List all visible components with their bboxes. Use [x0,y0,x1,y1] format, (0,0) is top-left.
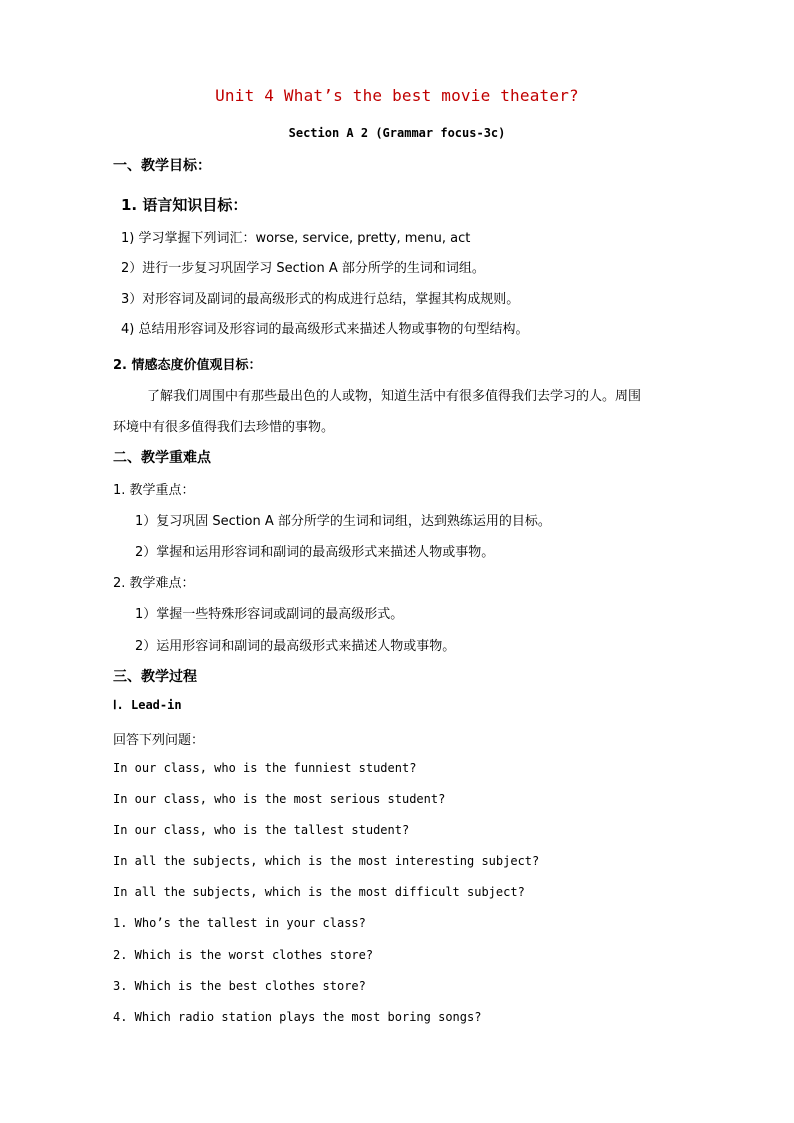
subheading-key-points: 1. 教学重点： [113,483,195,498]
question-line: 2. Which is the worst clothes store? [113,948,374,962]
subheading-difficulties: 2. 教学难点： [113,576,195,591]
question-line: In our class, who is the most serious student? [113,792,446,806]
question-line: In all the subjects, which is the most interesting subject? [113,854,540,868]
emotional-goal-paragraph-line2: 环境中有很多值得我们去珍惜的事物。 [113,420,335,435]
objective-item-4: 4) 总结用形容词及形容词的最高级形式来描述人物或事物的句型结构。 [121,322,529,337]
document-subtitle: Section A 2 (Grammar focus-3c) [288,126,506,140]
question-line: 4. Which radio station plays the most boring songs? [113,1010,482,1024]
section-heading-objectives: 一、教学目标： [113,158,211,174]
key-point-item-2: 2）掌握和运用形容词和副词的最高级形式来描述人物或事物。 [135,545,495,560]
section-heading-key-points: 二、教学重难点 [113,450,211,466]
subheading-emotional-goals: 2. 情感态度价值观目标： [113,358,262,373]
question-line: In our class, who is the funniest student? [113,761,417,775]
section-heading-process: 三、教学过程 [113,669,197,685]
question-line: 1. Who’s the tallest in your class? [113,916,366,930]
key-point-item-1: 1）复习巩固 Section A 部分所学的生词和词组，达到熟练运用的目标。 [135,514,551,529]
emotional-goal-paragraph-line1: 了解我们周围中有那些最出色的人或物，知道生活中有很多值得我们去学习的人。周围 [147,389,642,404]
document-title: Unit 4 What’s the best movie theater? [215,86,579,105]
difficulty-item-1: 1）掌握一些特殊形容词或副词的最高级形式。 [135,607,404,622]
lead-in-prompt: 回答下列问题： [113,733,205,748]
objective-item-2: 2）进行一步复习巩固学习 Section A 部分所学的生词和词组。 [121,261,485,276]
question-line: In our class, who is the tallest student? [113,823,410,837]
difficulty-item-2: 2）运用形容词和副词的最高级形式来描述人物或事物。 [135,639,456,654]
lead-in-heading: Ⅰ. Lead-in [113,698,182,712]
objective-item-3: 3）对形容词及副词的最高级形式的构成进行总结，掌握其构成规则。 [121,292,520,307]
question-line: 3. Which is the best clothes store? [113,979,366,993]
subheading-language-goals: 1. 语言知识目标： [121,196,248,214]
question-line: In all the subjects, which is the most difficult subject? [113,885,525,899]
objective-item-1: 1) 学习掌握下列词汇：worse, service, pretty, menu, act [121,231,471,246]
